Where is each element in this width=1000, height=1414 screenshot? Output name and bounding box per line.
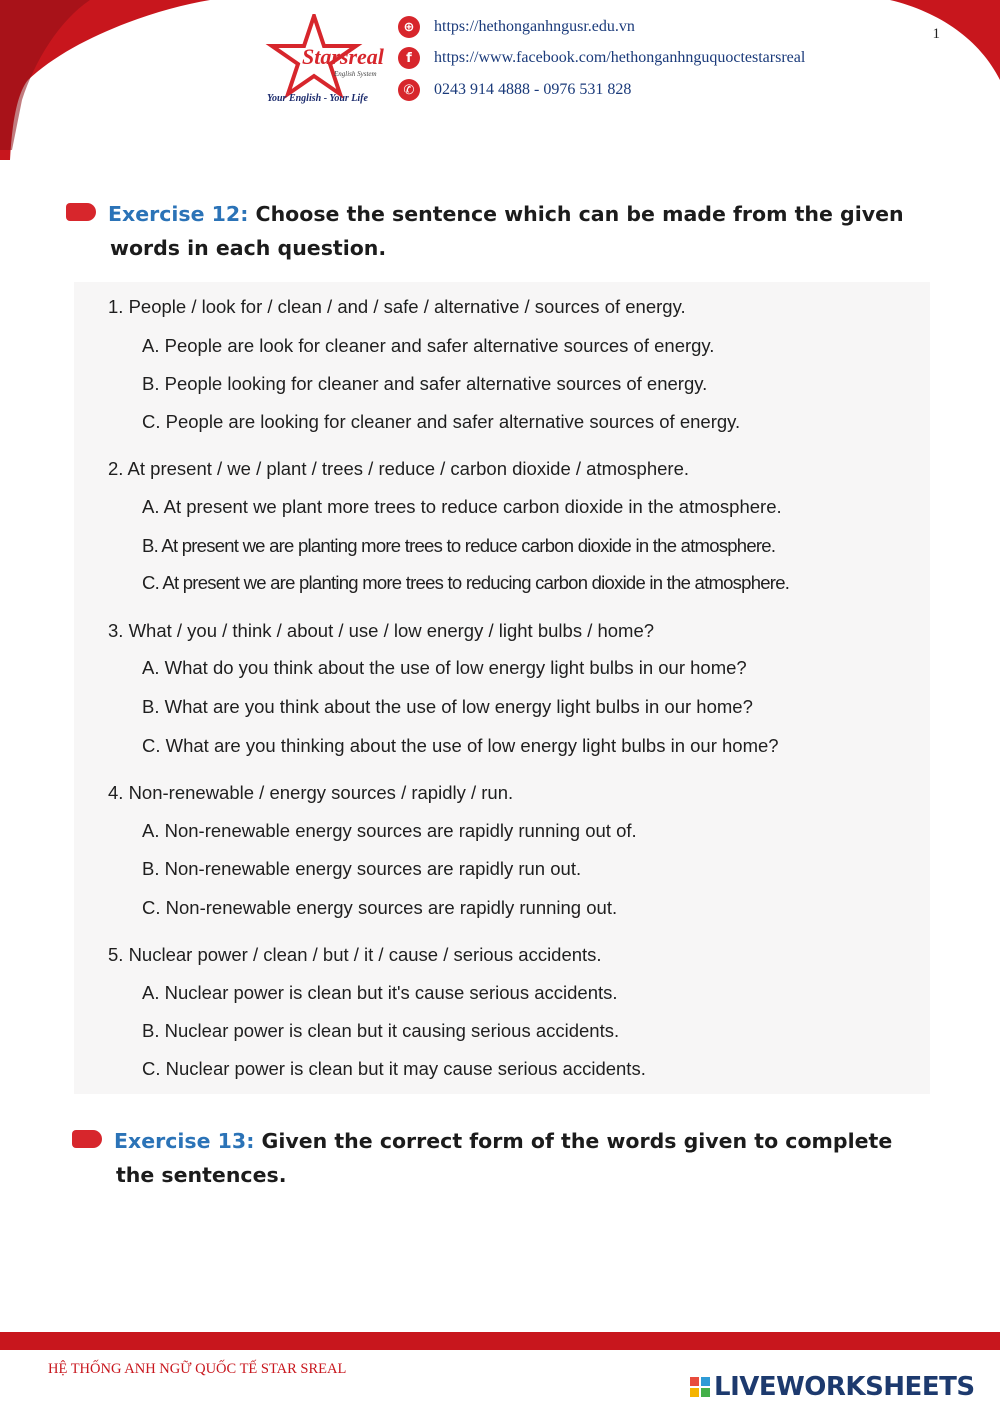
question-3-option-a: A. What do you think about the use of low energy light bulbs in our home? <box>142 657 747 678</box>
question-5-prompt: 5. Nuclear power / clean / but / it / cause / serious accidents. <box>108 944 602 965</box>
facebook-icon: f <box>398 47 420 69</box>
question-1-option-c: C. People are looking for cleaner and safer alternative sources of energy. <box>142 411 741 432</box>
question-2-option-a: A. At present we plant more trees to reduce carbon dioxide in the atmosphere. <box>142 496 782 517</box>
brand-name: Starsreal <box>302 44 384 69</box>
phone-numbers: 0243 914 4888 - 0976 531 828 <box>434 81 632 98</box>
question-5-option-c: C. Nuclear power is clean but it may cause serious accidents. <box>142 1058 646 1079</box>
exercise-13-heading <box>72 1124 942 1192</box>
exercise-12-panel <box>74 282 930 1094</box>
bullet-tag-icon <box>72 1130 102 1148</box>
liveworksheets-text: LIVEWORKSHEETS <box>714 1372 975 1402</box>
question-4-option-c: C. Non-renewable energy sources are rapidly running out. <box>142 897 618 918</box>
question-4-prompt: 4. Non-renewable / energy sources / rapidly / run. <box>108 782 514 803</box>
website-url: https://hethonganhngusr.edu.vn <box>434 18 635 35</box>
page-number: 1 <box>932 26 940 42</box>
facebook-link[interactable] <box>398 47 805 69</box>
question-2-option-c: C. At present we are planting more trees to reducing carbon dioxide in the atmosphere. <box>142 572 790 593</box>
question-3-option-c: C. What are you thinking about the use of low energy light bulbs in our home? <box>142 735 779 756</box>
question-2-prompt: 2. At present / we / plant / trees / reduce / carbon dioxide / atmosphere. <box>108 458 690 479</box>
question-3-prompt: 3. What / you / think / about / use / low energy / light bulbs / home? <box>108 620 655 641</box>
footer-org-name: HỆ THỐNG ANH NGỮ QUỐC TẾ STAR SREAL <box>48 1361 347 1377</box>
corner-decoration-left <box>0 0 210 160</box>
bullet-tag-icon <box>66 203 96 221</box>
question-1-prompt: 1. People / look for / clean / and / safe / alternative / sources of energy. <box>108 296 686 317</box>
exercise-12-title-line1: Choose the sentence which can be made from the given <box>255 202 904 226</box>
exercise-13-title-line2: the sentences. <box>116 1163 287 1187</box>
liveworksheets-logo-icon <box>690 1377 710 1397</box>
liveworksheets-watermark <box>690 1372 975 1402</box>
globe-icon: ⊕ <box>398 16 420 38</box>
question-1-option-a: A. People are look for cleaner and safer alternative sources of energy. <box>142 335 715 356</box>
question-4-option-a: A. Non-renewable energy sources are rapidly running out of. <box>142 820 637 841</box>
question-1-option-b: B. People looking for cleaner and safer alternative sources of energy. <box>142 373 708 394</box>
exercise-12-heading <box>66 197 936 265</box>
question-3-option-b: B. What are you think about the use of low energy light bulbs in our home? <box>142 696 753 717</box>
question-4-option-b: B. Non-renewable energy sources are rapidly run out. <box>142 858 582 879</box>
question-2-option-b: B. At present we are planting more trees to reduce carbon dioxide in the atmosphere. <box>142 535 776 556</box>
question-5-option-b: B. Nuclear power is clean but it causing serious accidents. <box>142 1020 620 1041</box>
footer-bar <box>0 1332 1000 1350</box>
exercise-13-label: Exercise 13: <box>114 1129 255 1153</box>
exercise-13-title-line1: Given the correct form of the words given to complete <box>261 1129 893 1153</box>
corner-decoration-right <box>880 0 1000 80</box>
phone-icon: ✆ <box>398 79 420 101</box>
website-link[interactable] <box>398 16 635 38</box>
facebook-url: https://www.facebook.com/hethonganhnguquoctestarsreal <box>434 49 806 66</box>
phone-contact <box>398 79 631 101</box>
exercise-12-label: Exercise 12: <box>108 202 249 226</box>
exercise-12-title-line2: words in each question. <box>110 236 387 260</box>
logo-tagline: Your English - Your Life <box>267 93 368 104</box>
question-5-option-a: A. Nuclear power is clean but it's cause serious accidents. <box>142 982 618 1003</box>
brand-sub: English System <box>334 70 377 78</box>
